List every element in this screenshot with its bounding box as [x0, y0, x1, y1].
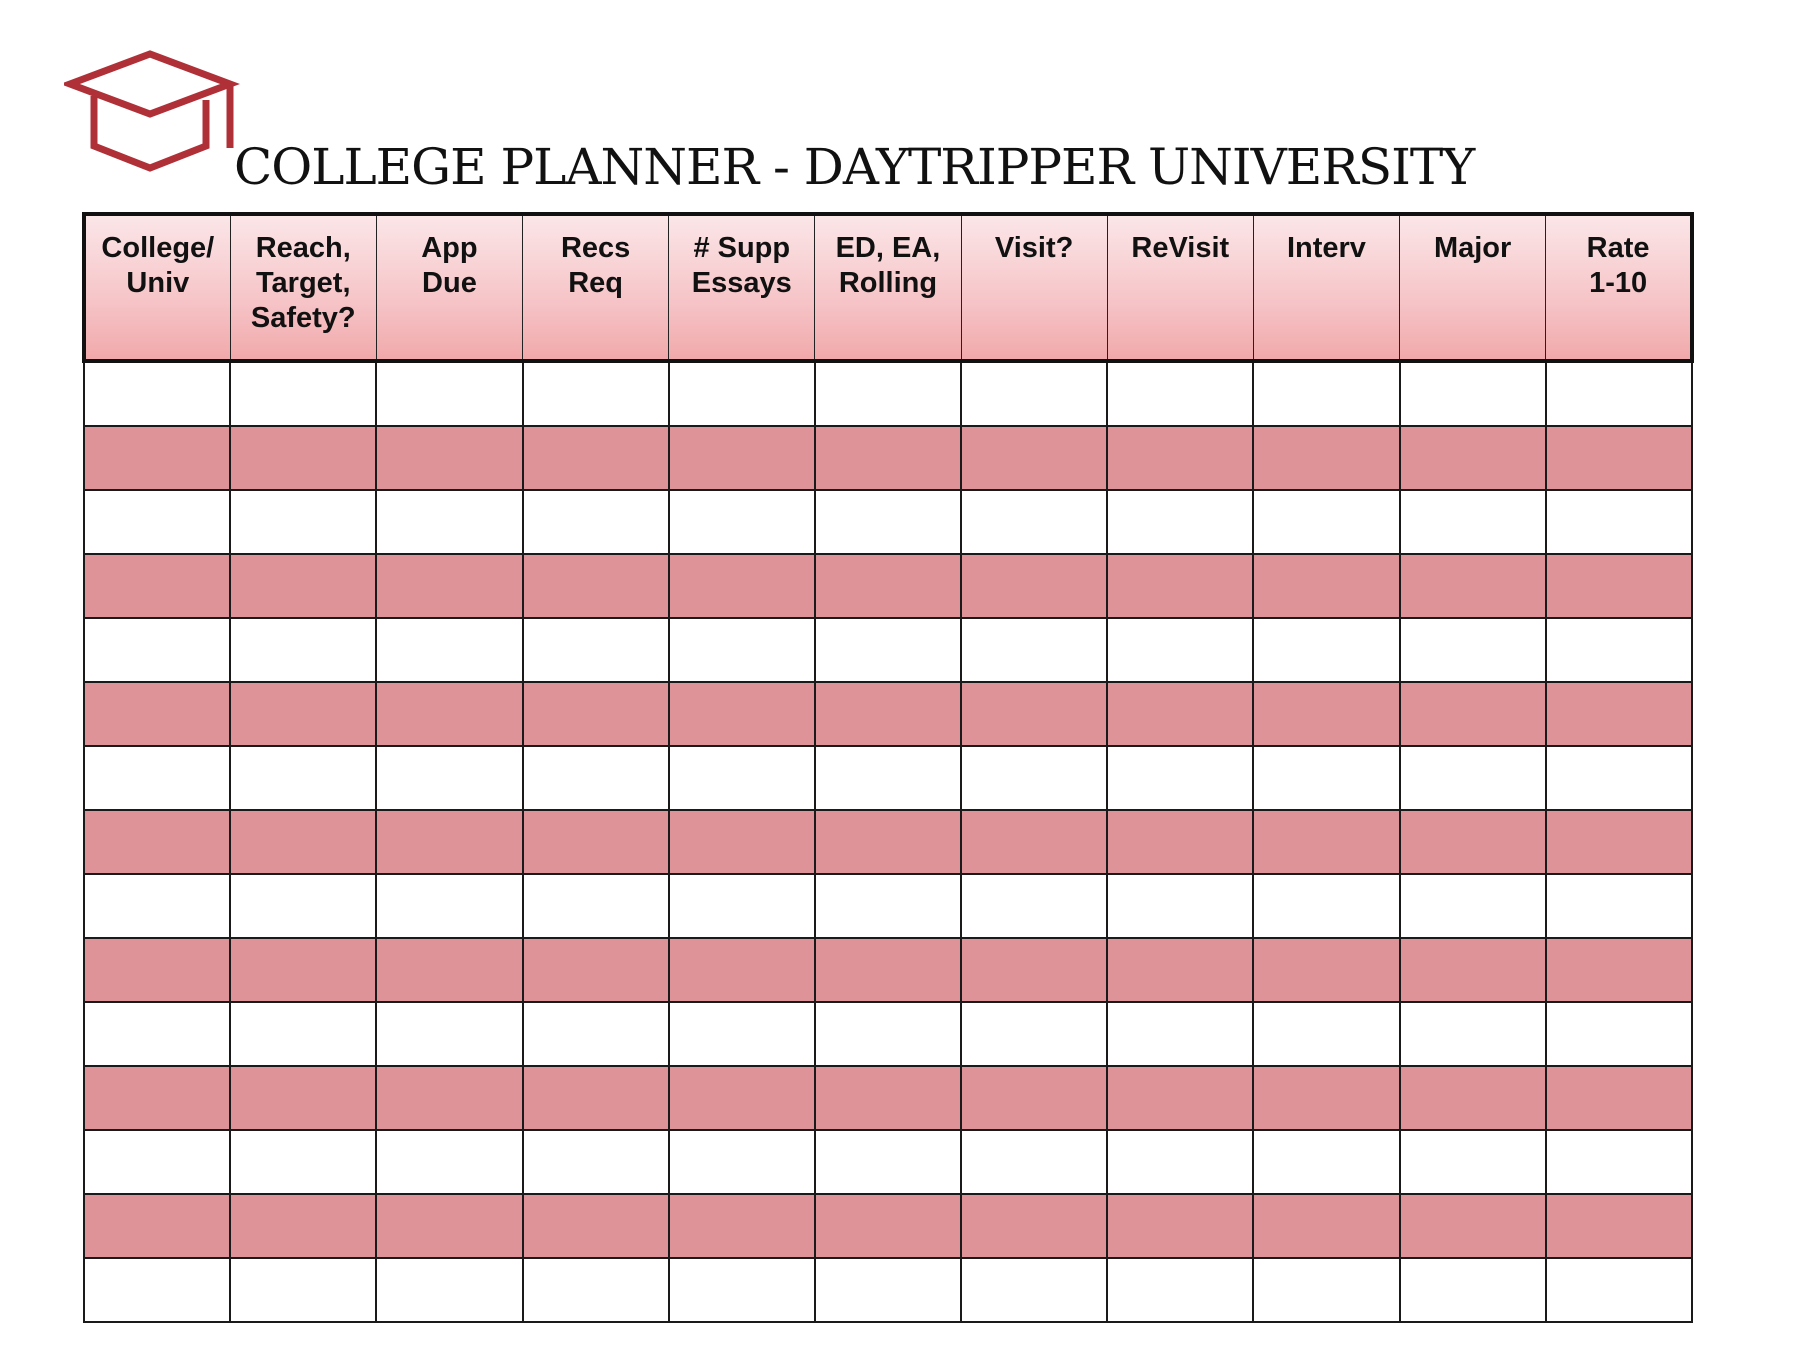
table-cell[interactable] — [961, 361, 1107, 426]
table-cell[interactable] — [1400, 426, 1546, 490]
table-cell[interactable] — [230, 426, 376, 490]
table-cell[interactable] — [669, 938, 815, 1002]
table-cell[interactable] — [1546, 1002, 1692, 1066]
table-cell[interactable] — [669, 361, 815, 426]
table-cell[interactable] — [669, 682, 815, 746]
table-cell[interactable] — [1400, 1002, 1546, 1066]
table-cell[interactable] — [815, 1130, 961, 1194]
table-cell[interactable] — [961, 938, 1107, 1002]
table-cell[interactable] — [1253, 618, 1399, 682]
table-cell[interactable] — [1400, 490, 1546, 554]
table-cell[interactable] — [961, 1194, 1107, 1258]
header-row — [84, 214, 1692, 361]
table-cell[interactable] — [815, 554, 961, 618]
table-cell[interactable] — [1546, 490, 1692, 554]
table-cell[interactable] — [669, 1194, 815, 1258]
table-cell[interactable] — [1400, 618, 1546, 682]
table-cell[interactable] — [961, 810, 1107, 874]
table-cell[interactable] — [376, 618, 522, 682]
table-cell[interactable] — [815, 1066, 961, 1130]
table-cell[interactable] — [1107, 682, 1253, 746]
column-header-reach-target-safety: Reach, Target, Safety? — [230, 214, 376, 361]
table-cell[interactable] — [961, 1066, 1107, 1130]
table-cell[interactable] — [1107, 554, 1253, 618]
table-cell[interactable] — [376, 1258, 522, 1322]
table-cell[interactable] — [84, 1194, 230, 1258]
table-cell[interactable] — [84, 682, 230, 746]
table-cell[interactable] — [1546, 554, 1692, 618]
table-cell[interactable] — [523, 490, 669, 554]
table-cell[interactable] — [815, 938, 961, 1002]
table-row — [84, 618, 1692, 682]
table-row — [84, 361, 1692, 426]
column-header-ed-ea-rolling: ED, EA, Rolling — [815, 214, 961, 361]
table-cell[interactable] — [523, 426, 669, 490]
table-row — [84, 490, 1692, 554]
table-cell[interactable] — [1546, 810, 1692, 874]
table-cell[interactable] — [1253, 1066, 1399, 1130]
table-cell[interactable] — [961, 1002, 1107, 1066]
table-cell[interactable] — [523, 1002, 669, 1066]
table-cell[interactable] — [669, 746, 815, 810]
table-cell[interactable] — [1546, 1258, 1692, 1322]
table-cell[interactable] — [523, 874, 669, 938]
table-cell[interactable] — [376, 426, 522, 490]
table-cell[interactable] — [230, 1002, 376, 1066]
table-cell[interactable] — [230, 618, 376, 682]
table-cell[interactable] — [961, 1130, 1107, 1194]
table-cell[interactable] — [1107, 1002, 1253, 1066]
table-cell[interactable] — [376, 554, 522, 618]
table-cell[interactable] — [230, 490, 376, 554]
table-row — [84, 554, 1692, 618]
table-cell[interactable] — [1107, 1130, 1253, 1194]
table-cell[interactable] — [376, 361, 522, 426]
column-header-visit: Visit? — [961, 214, 1107, 361]
table-cell[interactable] — [1253, 554, 1399, 618]
table-cell[interactable] — [815, 1002, 961, 1066]
table-cell[interactable] — [523, 746, 669, 810]
table-row — [84, 874, 1692, 938]
table-cell[interactable] — [376, 1130, 522, 1194]
table-cell[interactable] — [1400, 1130, 1546, 1194]
table-cell[interactable] — [376, 1002, 522, 1066]
table-cell[interactable] — [523, 938, 669, 1002]
table-cell[interactable] — [84, 1258, 230, 1322]
table-cell[interactable] — [669, 554, 815, 618]
table-cell[interactable] — [84, 361, 230, 426]
table-cell[interactable] — [1400, 1194, 1546, 1258]
table-row — [84, 938, 1692, 1002]
table-cell[interactable] — [230, 874, 376, 938]
table-cell[interactable] — [815, 490, 961, 554]
table-cell[interactable] — [1400, 1066, 1546, 1130]
table-cell[interactable] — [230, 746, 376, 810]
table-cell[interactable] — [1253, 1002, 1399, 1066]
table-row — [84, 1258, 1692, 1322]
table-row — [84, 810, 1692, 874]
column-header-interv: Interv — [1253, 214, 1399, 361]
table-cell[interactable] — [1400, 361, 1546, 426]
table-cell[interactable] — [1107, 1258, 1253, 1322]
table-cell[interactable] — [84, 1002, 230, 1066]
table-row — [84, 1130, 1692, 1194]
table-cell[interactable] — [1253, 361, 1399, 426]
table-cell[interactable] — [523, 1066, 669, 1130]
table-cell[interactable] — [376, 490, 522, 554]
table-cell[interactable] — [1253, 490, 1399, 554]
column-header-rate: Rate 1-10 — [1546, 214, 1692, 361]
table-cell[interactable] — [815, 426, 961, 490]
table-cell[interactable] — [1253, 938, 1399, 1002]
table-cell[interactable] — [230, 682, 376, 746]
table-cell[interactable] — [1546, 1194, 1692, 1258]
table-cell[interactable] — [1107, 938, 1253, 1002]
column-header-recs-req: Recs Req — [523, 214, 669, 361]
table-cell[interactable] — [1107, 1194, 1253, 1258]
table-cell[interactable] — [1253, 1258, 1399, 1322]
table-cell[interactable] — [1546, 746, 1692, 810]
table-cell[interactable] — [230, 1194, 376, 1258]
table-cell[interactable] — [1253, 1130, 1399, 1194]
table-cell[interactable] — [230, 938, 376, 1002]
table-row — [84, 746, 1692, 810]
table-cell[interactable] — [376, 1194, 522, 1258]
table-cell[interactable] — [376, 938, 522, 1002]
table-cell[interactable] — [84, 490, 230, 554]
table-cell[interactable] — [376, 682, 522, 746]
column-header-college: College/ Univ — [84, 214, 230, 361]
table-cell[interactable] — [1107, 426, 1253, 490]
table-cell[interactable] — [84, 554, 230, 618]
table-cell[interactable] — [1546, 1066, 1692, 1130]
table-cell[interactable] — [961, 874, 1107, 938]
table-cell[interactable] — [523, 1194, 669, 1258]
table-cell[interactable] — [1400, 874, 1546, 938]
table-cell[interactable] — [815, 810, 961, 874]
table-cell[interactable] — [230, 1066, 376, 1130]
college-planner-table — [82, 212, 1694, 1323]
table-cell[interactable] — [1546, 361, 1692, 426]
table-cell[interactable] — [961, 618, 1107, 682]
table-cell[interactable] — [1107, 810, 1253, 874]
table-row — [84, 426, 1692, 490]
table-body — [84, 361, 1692, 1322]
table-cell[interactable] — [961, 1258, 1107, 1322]
table-cell[interactable] — [523, 1258, 669, 1322]
table-cell[interactable] — [669, 810, 815, 874]
table-cell[interactable] — [84, 938, 230, 1002]
table-cell[interactable] — [669, 1258, 815, 1322]
table-cell[interactable] — [376, 874, 522, 938]
table-cell[interactable] — [1107, 490, 1253, 554]
table-cell[interactable] — [815, 361, 961, 426]
table-cell[interactable] — [523, 361, 669, 426]
table-cell[interactable] — [815, 618, 961, 682]
table-cell[interactable] — [1107, 1066, 1253, 1130]
table-row — [84, 1002, 1692, 1066]
table-cell[interactable] — [961, 682, 1107, 746]
table-cell[interactable] — [230, 1130, 376, 1194]
table-cell[interactable] — [1253, 874, 1399, 938]
table-row — [84, 682, 1692, 746]
table-cell[interactable] — [669, 490, 815, 554]
table-cell[interactable] — [669, 1066, 815, 1130]
table-cell[interactable] — [1400, 1258, 1546, 1322]
table-cell[interactable] — [1546, 938, 1692, 1002]
table-cell[interactable] — [1253, 426, 1399, 490]
table-cell[interactable] — [84, 746, 230, 810]
table-cell[interactable] — [523, 810, 669, 874]
table-row — [84, 1066, 1692, 1130]
table-cell[interactable] — [376, 810, 522, 874]
table-cell[interactable] — [230, 810, 376, 874]
table-cell[interactable] — [1546, 1130, 1692, 1194]
table-cell[interactable] — [523, 1130, 669, 1194]
table-cell[interactable] — [1400, 554, 1546, 618]
table-cell[interactable] — [84, 1066, 230, 1130]
table-row — [84, 1194, 1692, 1258]
table-cell[interactable] — [1400, 810, 1546, 874]
table-cell[interactable] — [1107, 746, 1253, 810]
table-cell[interactable] — [1400, 746, 1546, 810]
table-cell[interactable] — [669, 618, 815, 682]
table-cell[interactable] — [815, 1258, 961, 1322]
table-cell[interactable] — [1107, 361, 1253, 426]
table-cell[interactable] — [1253, 810, 1399, 874]
table-cell[interactable] — [961, 490, 1107, 554]
table-cell[interactable] — [669, 874, 815, 938]
table-cell[interactable] — [523, 682, 669, 746]
table-cell[interactable] — [523, 618, 669, 682]
table-cell[interactable] — [669, 1002, 815, 1066]
table-cell[interactable] — [84, 426, 230, 490]
table-cell[interactable] — [230, 361, 376, 426]
table-cell[interactable] — [669, 1130, 815, 1194]
table-cell[interactable] — [230, 1258, 376, 1322]
table-cell[interactable] — [1253, 682, 1399, 746]
table-cell[interactable] — [961, 426, 1107, 490]
table-cell[interactable] — [1253, 746, 1399, 810]
table-cell[interactable] — [961, 554, 1107, 618]
column-header-supp-essays: # Supp Essays — [669, 214, 815, 361]
table-cell[interactable] — [1107, 618, 1253, 682]
table-cell[interactable] — [84, 618, 230, 682]
table-cell[interactable] — [1400, 682, 1546, 746]
table-cell[interactable] — [376, 746, 522, 810]
table-cell[interactable] — [815, 682, 961, 746]
table-cell[interactable] — [1546, 618, 1692, 682]
table-cell[interactable] — [815, 1194, 961, 1258]
column-header-revisit: ReVisit — [1107, 214, 1253, 361]
table-cell[interactable] — [1400, 938, 1546, 1002]
table-cell[interactable] — [523, 554, 669, 618]
page-title: COLLEGE PLANNER - DAYTRIPPER UNIVERSITY — [234, 138, 1475, 196]
column-header-major: Major — [1400, 214, 1546, 361]
column-header-app-due: App Due — [376, 214, 522, 361]
graduation-cap-icon — [64, 48, 244, 178]
table-cell[interactable] — [1546, 874, 1692, 938]
table-cell[interactable] — [1107, 874, 1253, 938]
table-cell[interactable] — [1546, 426, 1692, 490]
table-cell[interactable] — [1253, 1194, 1399, 1258]
table-cell[interactable] — [84, 1130, 230, 1194]
table-cell[interactable] — [1546, 682, 1692, 746]
table-cell[interactable] — [815, 746, 961, 810]
table-cell[interactable] — [669, 426, 815, 490]
table-cell[interactable] — [376, 1066, 522, 1130]
table-cell[interactable] — [815, 874, 961, 938]
table-cell[interactable] — [84, 874, 230, 938]
table-cell[interactable] — [84, 810, 230, 874]
table-cell[interactable] — [230, 554, 376, 618]
table-cell[interactable] — [961, 746, 1107, 810]
